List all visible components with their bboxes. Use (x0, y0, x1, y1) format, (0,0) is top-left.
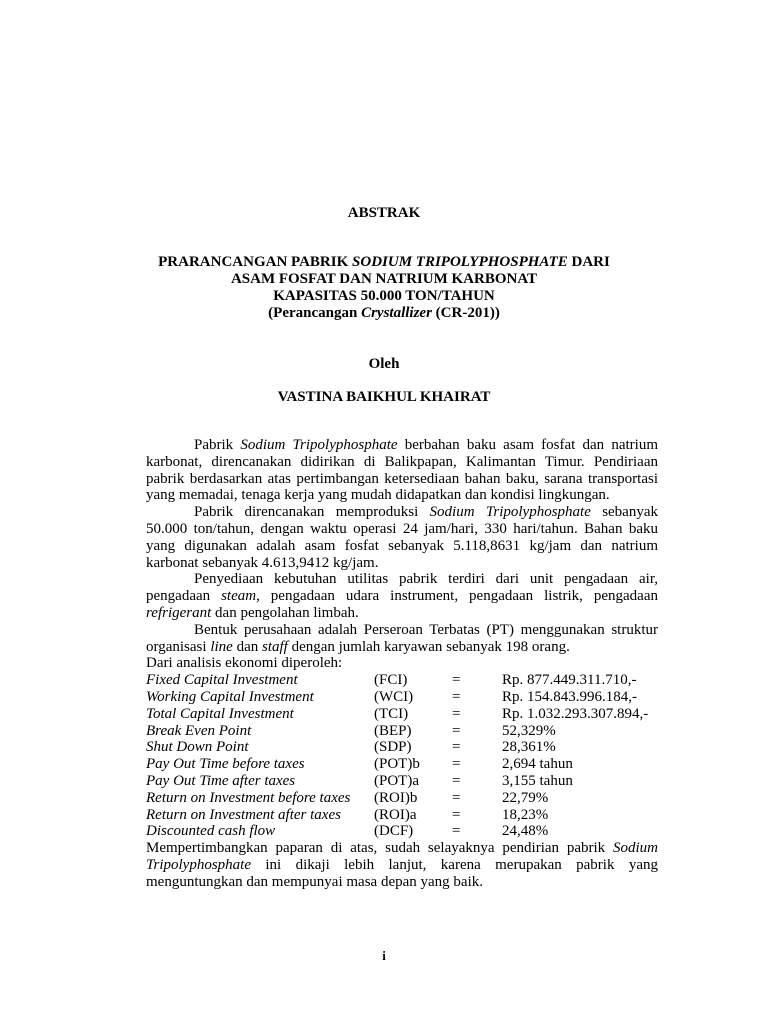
abstract-body (146, 437, 658, 891)
economic-row-value: 2,694 tahun (502, 756, 573, 773)
economic-row-label: Total Capital Investment (146, 705, 294, 722)
economic-row-label: Pay Out Time before taxes (146, 756, 305, 773)
economic-row-value: Rp. 877.449.311.710,- (502, 672, 637, 689)
paragraph-organization: Bentuk perusahaan adalah Perseroan Terbatas (PT) menggunakan struktur organisasi line dan staff dengan jumlah karyawan sebanyak 198 orang. (146, 621, 658, 655)
economic-analysis-table (146, 672, 658, 840)
title-line-2: ASAM FOSFAT DAN NATRIUM KARBONAT (230, 271, 538, 287)
economic-row (146, 706, 658, 723)
economic-row-equals: = (452, 722, 461, 739)
economic-row-abbreviation: (DCF) (374, 823, 414, 840)
economic-row (146, 773, 658, 790)
economic-row-value: 24,48% (502, 823, 549, 840)
economic-row-abbreviation: (POT)a (374, 772, 419, 789)
page-number: i (382, 948, 386, 963)
economic-row-value: 3,155 tahun (502, 772, 573, 789)
document-title (0, 254, 768, 322)
paragraph-conclusion: Mempertimbangkan paparan di atas, sudah selayaknya pendirian pabrik Sodium Tripolyphosphate ini dikaji lebih lanjut, karena merupakan pabrik yang menguntungkan dan mempunyai masa depan yang baik. (146, 840, 658, 890)
economic-row-abbreviation: (POT)b (374, 756, 420, 773)
economic-row-equals: = (452, 806, 461, 823)
economic-row-label: Return on Investment before taxes (146, 789, 351, 806)
economic-row-value: Rp. 154.843.996.184,- (502, 688, 637, 705)
economic-row-equals: = (452, 672, 461, 689)
economic-row (146, 689, 658, 706)
economic-row (146, 756, 658, 773)
economic-row-equals: = (452, 772, 461, 789)
economic-row-abbreviation: (TCI) (374, 705, 409, 722)
paragraph-production: Pabrik direncanakan memproduksi Sodium Tripolyphosphate sebanyak 50.000 ton/tahun, dengan waktu operasi 24 jam/hari, 330 hari/tahun. Bahan baku yang digunakan adalah asam fosfat sebanyak 5.118,8631 kg/jam dan natrium karbonat sebanyak 4.613,9412 kg/jam. (146, 504, 658, 571)
economic-row (146, 807, 658, 824)
economic-row-label: Pay Out Time after taxes (146, 772, 296, 789)
economic-row-value: 18,23% (502, 806, 549, 823)
economic-row-label: Shut Down Point (146, 739, 249, 756)
title-line-1: PRARANCANGAN PABRIK SODIUM TRIPOLYPHOSPHATE DARI (158, 254, 610, 270)
economic-row (146, 823, 658, 840)
economic-row-label: Break Even Point (146, 722, 252, 739)
economic-row-equals: = (452, 756, 461, 773)
economic-row-abbreviation: (WCI) (374, 688, 414, 705)
economic-row-label: Working Capital Investment (146, 688, 314, 705)
economic-row-equals: = (452, 705, 461, 722)
economic-row-label: Return on Investment after taxes (146, 806, 341, 823)
economic-row-equals: = (452, 688, 461, 705)
economic-row-equals: = (452, 739, 461, 756)
abstract-heading: ABSTRAK (347, 205, 421, 221)
by-label: Oleh (368, 356, 400, 372)
economic-row-value: Rp. 1.032.293.307.894,- (502, 705, 649, 722)
economic-row-equals: = (452, 823, 461, 840)
economic-row-label: Discounted cash flow (146, 823, 276, 840)
economic-row-label: Fixed Capital Investment (146, 672, 298, 689)
economic-row-abbreviation: (ROI)b (374, 789, 418, 806)
economic-row (146, 672, 658, 689)
economic-row-equals: = (452, 789, 461, 806)
economic-analysis-intro: Dari analisis ekonomi diperoleh: (146, 655, 343, 672)
economic-row (146, 739, 658, 756)
economic-row-abbreviation: (ROI)a (374, 806, 417, 823)
title-line-4: (Perancangan Crystallizer (CR-201)) (268, 305, 500, 321)
economic-row (146, 723, 658, 740)
economic-row-abbreviation: (SDP) (374, 739, 412, 756)
economic-row-abbreviation: (BEP) (374, 722, 412, 739)
economic-row-value: 22,79% (502, 789, 549, 806)
economic-row-abbreviation: (FCI) (374, 672, 408, 689)
economic-row-value: 52,329% (502, 722, 556, 739)
paragraph-utilities: Penyediaan kebutuhan utilitas pabrik terdiri dari unit pengadaan air, pengadaan steam, pengadaan udara instrument, pengadaan listrik, pengadaan refrigerant dan pengolahan limbah. (146, 571, 658, 621)
author-name: VASTINA BAIKHUL KHAIRAT (277, 389, 491, 405)
economic-row (146, 790, 658, 807)
paragraph-location: Pabrik Sodium Tripolyphosphate berbahan baku asam fosfat dan natrium karbonat, direncanakan didirikan di Balikpapan, Kalimantan Timur. Pendiriaan pabrik berdasarkan atas pertimbangan ketersediaan bahan baku, sarana transportasi yang memadai, tenaga kerja yang mudah didapatkan dan kondisi lingkungan. (146, 437, 658, 504)
economic-row-value: 28,361% (502, 739, 556, 756)
title-line-3: KAPASITAS 50.000 TON/TAHUN (273, 288, 495, 304)
